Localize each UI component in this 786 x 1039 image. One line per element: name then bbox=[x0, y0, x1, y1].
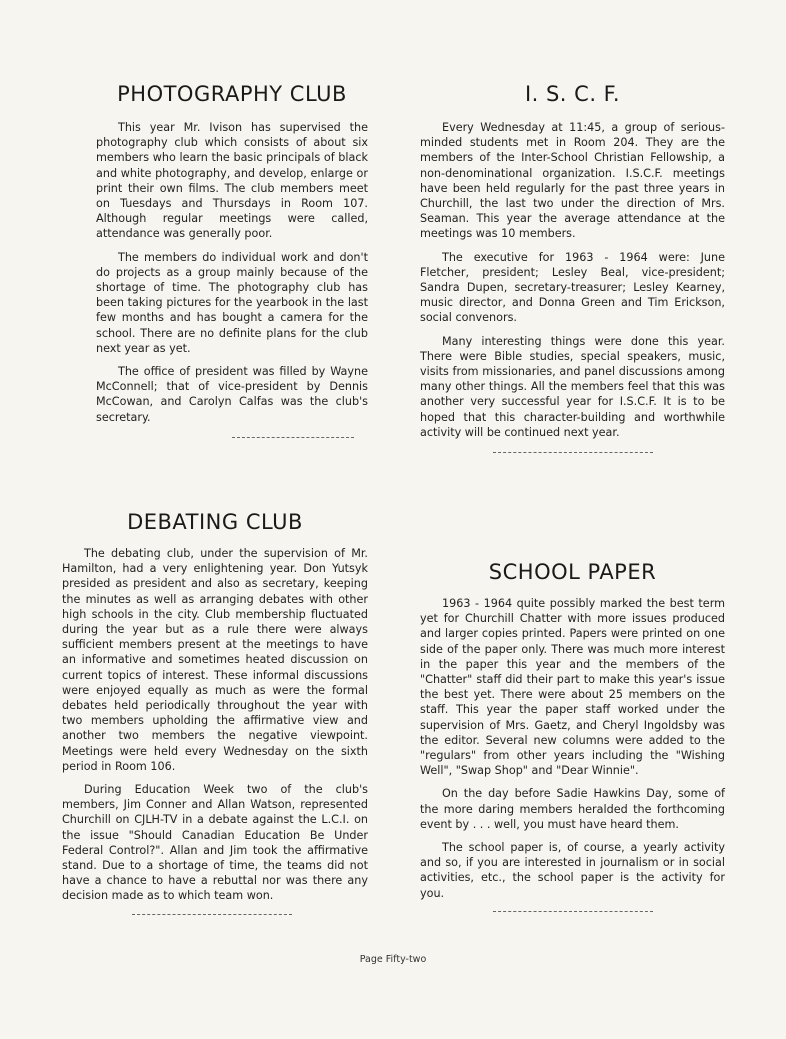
page-number: Page Fifty-two bbox=[359, 954, 427, 965]
school-paper-title: SCHOOL PAPER bbox=[488, 560, 657, 584]
school-paper-paragraph-1: 1963 - 1964 quite possibly marked the best term yet for Churchill Chatter with more issues produced and larger copies printed. Papers were printed on one side of the paper only. There was much more interest in the paper this year and the members of the "Chatter" staff did their part to make this year's issue the best yet. There were about 25 members on the staff. This year the paper staff worked under the supervision of Mrs. Gaetz, and Cheryl Ingoldsby was the editor. Several new columns were added to the "regulars" from other years including the "Wishing Well", "Swap Shop" and "Dear Winnie". bbox=[420, 597, 725, 778]
iscf-paragraph-1: Every Wednesday at 11:45, a group of serious-minded students met in Room 204. They are the members of the Inter-School Christian Fellowship, a non-denominational organization. I.S.C.F. meetings have been held regularly for the past three years in Churchill, the last two under the direction of Mrs. Seaman. This year the average attendance at the meetings was 10 members. bbox=[420, 121, 725, 241]
iscf-paragraph-3: Many interesting things were done this year. There were Bible studies, special speakers, music, visits from missionaries, and panel discussions among many other things. All the members feel that this was another very successful year for I.S.C.F. It is to be hoped that this character-building and worthwhile activity will be continued next year. bbox=[420, 334, 725, 439]
school-paper-paragraph-2: On the day before Sadie Hawkins Day, some of the more daring members heralded the forthcoming event by . . . well, you must have heard them. bbox=[420, 787, 725, 831]
debating-paragraph-2: During Education Week two of the club's members, Jim Conner and Allan Watson, represented Churchill on CJLH-TV in a debate against the L.C.I. on the issue "Should Canadian Education Be Under Federal Control?". Allan and Jim took the affirmative stand. Due to a shortage of time, the teams did not have a chance to have a rebuttal nor was there any decision made as to which team won. bbox=[62, 783, 368, 903]
school-paper-section bbox=[420, 560, 725, 912]
photography-paragraph-3: The office of president was filled by Wayne McConnell; that of vice-president by Dennis McCowan, and Carolyn Calfas was the club's secretary. bbox=[96, 365, 368, 424]
section-divider bbox=[132, 914, 292, 915]
debating-paragraph-1: The debating club, under the supervision of Mr. Hamilton, had a very enlightening year. Don Yutsyk presided as president and also as secretary, keeping the minutes as well as arranging debates with other high schools in the city. Club membership fluctuated during the year but as a rule there were always sufficient members present at the meetings to have an informative and sometimes heated discussion on current topics of interest. These informal discussions were enjoyed equally as much as were the formal debates held periodically throughout the year with two members upholding the affirmative view and another two members the negative viewpoint. Meetings were held every Wednesday on the sixth period in Room 106. bbox=[62, 547, 368, 773]
debating-club-title: DEBATING CLUB bbox=[127, 510, 303, 534]
iscf-section bbox=[420, 82, 725, 453]
school-paper-paragraph-3: The school paper is, of course, a yearly activity and so, if you are interested in journalism or in social activities, etc., the school paper is the activity for you. bbox=[420, 841, 725, 900]
iscf-paragraph-2: The executive for 1963 - 1964 were: June Fletcher, president; Lesley Beal, vice-president; Sandra Dupen, secretary-treasurer; Lesley Kearney, music director, and Donna Green and Tim Erickson, social convenors. bbox=[420, 250, 725, 325]
photography-paragraph-2: The members do individual work and don't do projects as a group mainly because of the shortage of time. The photography club has been taking pictures for the yearbook in the last few months and has bought a camera for the school. There are no definite plans for the club next year as yet. bbox=[96, 250, 368, 355]
photography-club-section bbox=[96, 82, 368, 438]
section-divider bbox=[493, 452, 653, 453]
photography-paragraph-1: This year Mr. Ivison has supervised the photography club which consists of about six members who learn the basic principals of black and white photography, and develop, enlarge or print their own films. The club members meet on Tuesdays and Thursdays in Room 107. Although regular meetings were called, attendance was generally poor. bbox=[96, 121, 368, 241]
photography-club-title: PHOTOGRAPHY CLUB bbox=[117, 82, 347, 106]
section-divider bbox=[493, 911, 653, 912]
debating-club-section bbox=[62, 510, 368, 915]
section-divider bbox=[232, 437, 354, 438]
iscf-title: I. S. C. F. bbox=[524, 82, 621, 106]
